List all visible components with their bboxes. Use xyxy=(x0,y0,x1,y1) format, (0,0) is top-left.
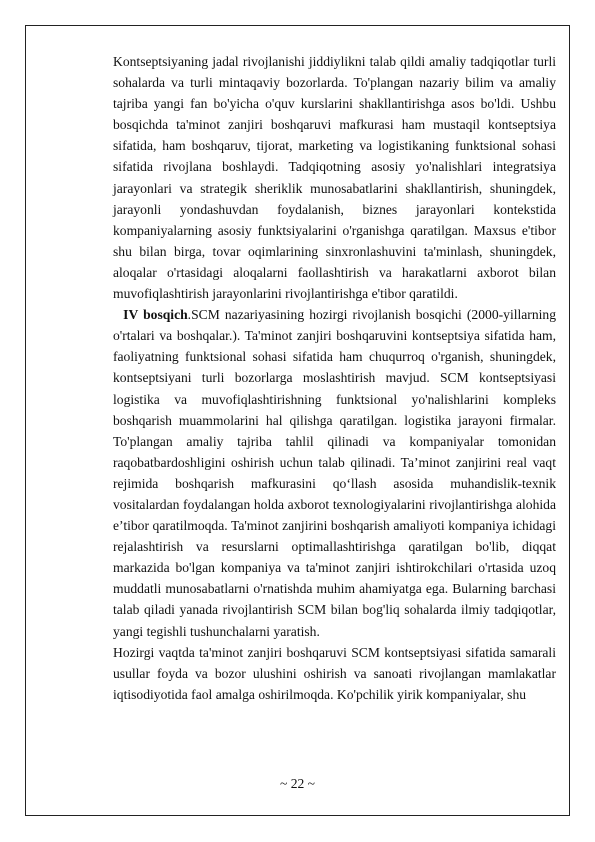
document-body xyxy=(113,51,556,705)
paragraph-stage-four xyxy=(113,304,556,642)
paragraph-concept-development: Kontseptsiyaning jadal rivojlanishi jiddiylikni talab qildi amaliy tadqiqotlar turli sohalarda va turli mintaqaviy bozorlarda. To'plangan nazariy bilim va amaliy tajriba yangi fan bo'yicha o'quv kurslarini shakllantirishga asos bo'ldi. Ushbu bosqichda ta'minot zanjiri boshqaruvi mafkurasi ham mustaqil kontseptsiya sifatida, ham boshqaruv, tijorat, marketing va logistikaning funktsional sohasi sifatida rivojlana boshlaydi. Tadqiqotning asosiy yo'nalishlari integratsiya jarayonlari va strategik sheriklik munosabatlarini shakllantirish, shuningdek, jarayonli yondashuvdan foydalanish, biznes jarayonlari kontekstida kompaniyalarning asosiy funktsiyalarini o'rganishga qaratilgan. Maxsus e'tibor shu bilan birga, tovar oqimlarining sinxronlashuvini ta'minlash, shuningdek, aloqalar o'rtasidagi aloqalarni faollashtirish va harakatlarni axborot bilan muvofiqlashtirish jarayonlarini rivojlantirishga e'tibor qaratildi. xyxy=(113,54,556,302)
page-number: ~ 22 ~ xyxy=(279,776,316,791)
stage-four-text: .SCM nazariyasining hozirgi rivojlanish bosqichi (2000-yillarning o'rtalari va boshqalar.). Ta'minot zanjiri boshqaruvini kontseptsiya sifatida ham, faoliyatning funktsional sohasi sifatida ham chuqurroq o'rganish, shuningdek, kontseptsiyani turli bozorlarga moslashtirish mavjud. SCM kontseptsiyasi logistika va muvofiqlashtirishning funktsional yo'nalishlarini kompleks boshqarish muammolarini hal qilishga qaratilgan. logistika jarayoni firmalar. To'plangan amaliy tajriba tahlil qilinadi va kompaniyalar tomonidan raqobatbardoshligini oshirish uchun talab qilinadi. Ta’minot zanjirini real vaqt rejimida boshqarish mafkurasini qo‘llash asosida muhandislik-texnik vositalardan foydalangan holda axborot texnologiyalarini rivojlantirishga alohida e’tibor qaratilmoqda. Ta'minot zanjirini boshqarish amaliyoti kompaniya ichidagi rejalashtirish va resurslarni optimallashtirishga qaratilgan bo'lib, diqqat markazida bo'lgan kompaniya va ta'minot zanjiri ishtirokchilari o'rtasida uzoq muddatli munosabatlarni o'rnatishda muhim ahamiyatga ega. Bularning barchasi talab qiladi yanada rivojlantirish SCM bilan bog'liq sohalarda ilmiy tadqiqotlar, yangi tegishli tushunchalarni yaratish. xyxy=(113,307,556,639)
paragraph-current-state: Hozirgi vaqtda ta'minot zanjiri boshqaruvi SCM kontseptsiyasi sifatida samarali usullar foyda va bozor ulushini oshirish va sanoati rivojlangan mamlakatlar iqtisodiyotida faol amalga oshirilmoqda. Ko'pchilik yirik kompaniyalar, shu xyxy=(113,644,556,702)
stage-four-heading: IV bosqich xyxy=(123,307,188,323)
